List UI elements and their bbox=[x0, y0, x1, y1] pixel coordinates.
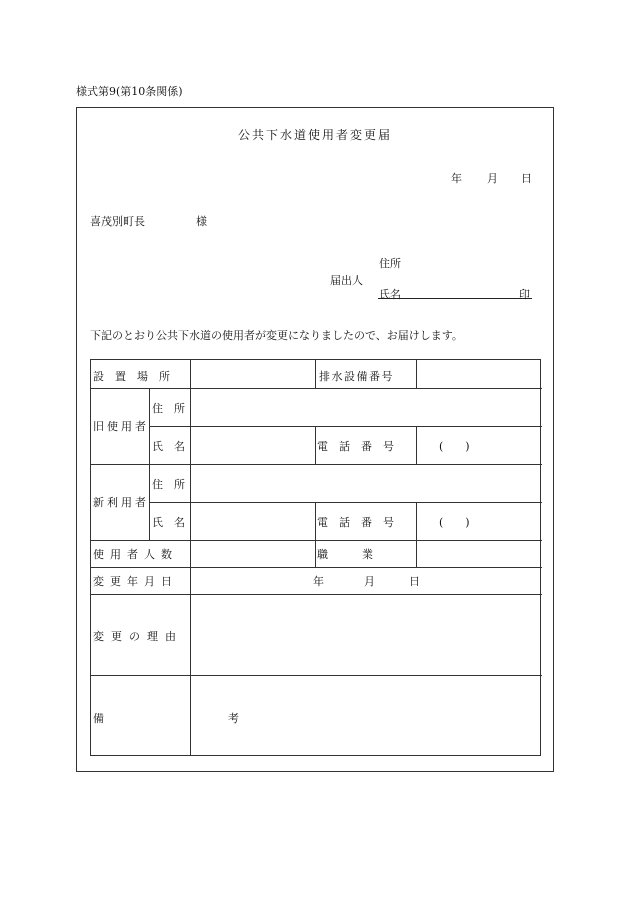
remarks-field[interactable] bbox=[192, 677, 538, 753]
row-divider bbox=[91, 388, 542, 389]
drainage-number-label: 排水設備番号 bbox=[319, 370, 394, 383]
num-users-label: 使用者人数 bbox=[93, 548, 178, 561]
occupation-label: 職 業 bbox=[317, 548, 377, 561]
new-user-phone-label: 電 話 番 号 bbox=[317, 516, 394, 529]
installation-place-field[interactable] bbox=[192, 362, 313, 386]
col-divider bbox=[416, 360, 417, 388]
applicant-label: 届出人 bbox=[330, 274, 363, 287]
applicant-name-label: 氏名 bbox=[379, 288, 401, 301]
old-user-address-field[interactable] bbox=[192, 390, 538, 424]
drainage-number-field[interactable] bbox=[418, 362, 538, 386]
col-divider bbox=[315, 502, 316, 567]
new-user-label: 新利用者 bbox=[93, 496, 149, 509]
col-divider bbox=[149, 388, 150, 540]
col-divider bbox=[190, 360, 191, 756]
change-date-label: 変更年月日 bbox=[93, 575, 178, 588]
change-date-day: 日 bbox=[409, 575, 420, 588]
new-user-name-label: 氏 名 bbox=[152, 516, 185, 529]
form-number: 様式第9(第10条関係) bbox=[76, 85, 183, 98]
date-month-label: 月 bbox=[487, 172, 498, 185]
applicant-name-field[interactable] bbox=[378, 298, 532, 299]
col-divider bbox=[416, 502, 417, 567]
change-date-year: 年 bbox=[313, 575, 324, 588]
col-divider bbox=[416, 426, 417, 464]
statement-text: 下記のとおり公共下水道の使用者が変更になりましたので、お届けします。 bbox=[90, 329, 463, 342]
addressee-name: 喜茂別町長 bbox=[90, 215, 145, 228]
reason-label: 変更の理由 bbox=[93, 630, 183, 643]
reason-field[interactable] bbox=[192, 596, 538, 673]
new-user-phone-field[interactable]: ( ) bbox=[439, 516, 470, 529]
col-divider bbox=[315, 360, 316, 388]
row-divider bbox=[149, 426, 542, 427]
date-day-label: 日 bbox=[521, 172, 532, 185]
form-title: 公共下水道使用者変更届 bbox=[238, 128, 393, 142]
row-divider bbox=[91, 567, 542, 568]
old-user-phone-label: 電 話 番 号 bbox=[317, 440, 394, 453]
installation-place-label: 設 置 場 所 bbox=[93, 370, 170, 383]
old-user-label: 旧使用者 bbox=[93, 420, 149, 433]
old-user-address-label: 住 所 bbox=[152, 402, 185, 415]
row-divider bbox=[91, 675, 542, 676]
remarks-label bbox=[93, 710, 273, 726]
seal-mark: 印 bbox=[519, 288, 530, 301]
applicant-address-label: 住所 bbox=[379, 257, 401, 270]
row-divider bbox=[91, 464, 542, 465]
new-user-name-field[interactable] bbox=[192, 504, 313, 538]
date-year-label: 年 bbox=[451, 172, 462, 185]
addressee-honorific: 様 bbox=[196, 215, 207, 228]
row-divider bbox=[149, 502, 542, 503]
old-user-name-field[interactable] bbox=[192, 428, 313, 462]
remarks-label-text: 備 考 bbox=[93, 712, 273, 725]
old-user-phone-field[interactable]: ( ) bbox=[439, 440, 470, 453]
change-table bbox=[90, 359, 541, 756]
new-user-address-field[interactable] bbox=[192, 466, 538, 500]
num-users-field[interactable] bbox=[192, 542, 313, 565]
new-user-address-label: 住 所 bbox=[152, 478, 185, 491]
change-date-month: 月 bbox=[364, 575, 375, 588]
occupation-field[interactable] bbox=[418, 542, 538, 565]
old-user-name-label: 氏 名 bbox=[152, 440, 185, 453]
row-divider bbox=[91, 540, 542, 541]
row-divider bbox=[91, 594, 542, 595]
col-divider bbox=[315, 426, 316, 464]
